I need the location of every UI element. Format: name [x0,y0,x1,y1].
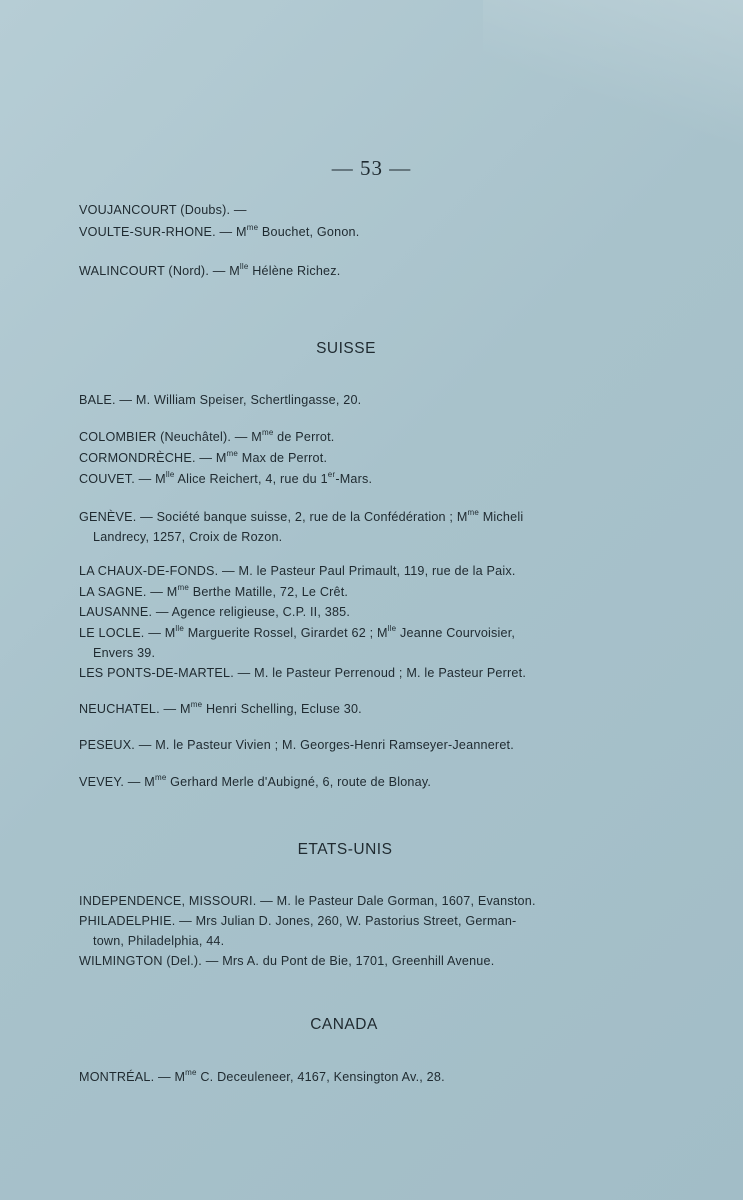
entry-la-chaux-de-fonds: LA CHAUX-DE-FONDS. — M. le Pasteur Paul Primault, 119, rue de la Paix. [79,564,516,578]
entry-voulte-sur-rhone: VOULTE-SUR-RHONE. — $M^{me}$ Bouchet, Gonon. [79,223,360,239]
entry-couvet: COUVET. — $M^{lle}$ Alice Reichert, 4, rue du 1er-Mars. [79,470,373,486]
entry-voujancourt: VOUJANCOURT (Doubs). — [79,203,247,217]
entry-walincourt: WALINCOURT (Nord). — $M^{lle}$ Hélène Richez. [79,262,341,278]
entry-philadelphie: PHILADELPHIE. — Mrs Julian D. Jones, 260, W. Pastorius Street, German- town, Philadelphia, 44. [79,914,517,948]
entry-wilmington: WILMINGTON (Del.). — Mrs A. du Pont de Bie, 1701, Greenhill Avenue. [79,954,495,968]
entry-cormondreche: CORMONDRÈCHE. — $M^{me}$ Max de Perrot. [79,449,328,465]
entry-le-locle: LE LOCLE. — $M^{lle}$ Marguerite Rossel, Girardet 62 ; $M^{lle}$ Jeanne Courvoisier, Envers 39. [79,624,516,660]
section-heading-suisse: SUISSE [316,340,376,357]
entry-geneve: GENÈVE. — Société banque suisse, 2, rue de la Confédération ; $M^{me}$ Micheli Landrecy, 1257, Croix de Rozon. [79,508,524,544]
entry-peseux: PESEUX. — M. le Pasteur Vivien ; M. Georges-Henri Ramseyer-Jeanneret. [79,738,514,752]
section-heading-etats-unis: ETATS-UNIS [297,841,393,858]
entry-independence: INDEPENDENCE, MISSOURI. — M. le Pasteur Dale Gorman, 1607, Evanston. [79,894,536,908]
entry-la-sagne: LA SAGNE. — $M^{me}$ Berthe Matille, 72, Le Crêt. [79,583,349,599]
entry-lausanne: LAUSANNE. — Agence religieuse, C.P. II, 385. [79,605,351,619]
page-number: — 53 — [331,156,412,180]
entry-neuchatel: NEUCHATEL. — $M^{me}$ Henri Schelling, Ecluse 30. [79,700,362,716]
paper-fold-shading [483,0,743,160]
entry-montreal: MONTRÉAL. — $M^{me}$ C. Deceuleneer, 4167, Kensington Av., 28. [79,1068,445,1084]
entry-vevey: VEVEY. — $M^{me}$ Gerhard Merle d'Aubigné, 6, route de Blonay. [79,773,432,789]
entry-les-ponts-de-martel: LES PONTS-DE-MARTEL. — M. le Pasteur Perrenoud ; M. le Pasteur Perret. [79,666,527,680]
entry-colombier: COLOMBIER (Neuchâtel). — $M^{me}$ de Perrot. [79,428,335,444]
entry-bale: BALE. — M. William Speiser, Schertlingasse, 20. [79,393,362,407]
section-heading-canada: CANADA [310,1016,378,1033]
